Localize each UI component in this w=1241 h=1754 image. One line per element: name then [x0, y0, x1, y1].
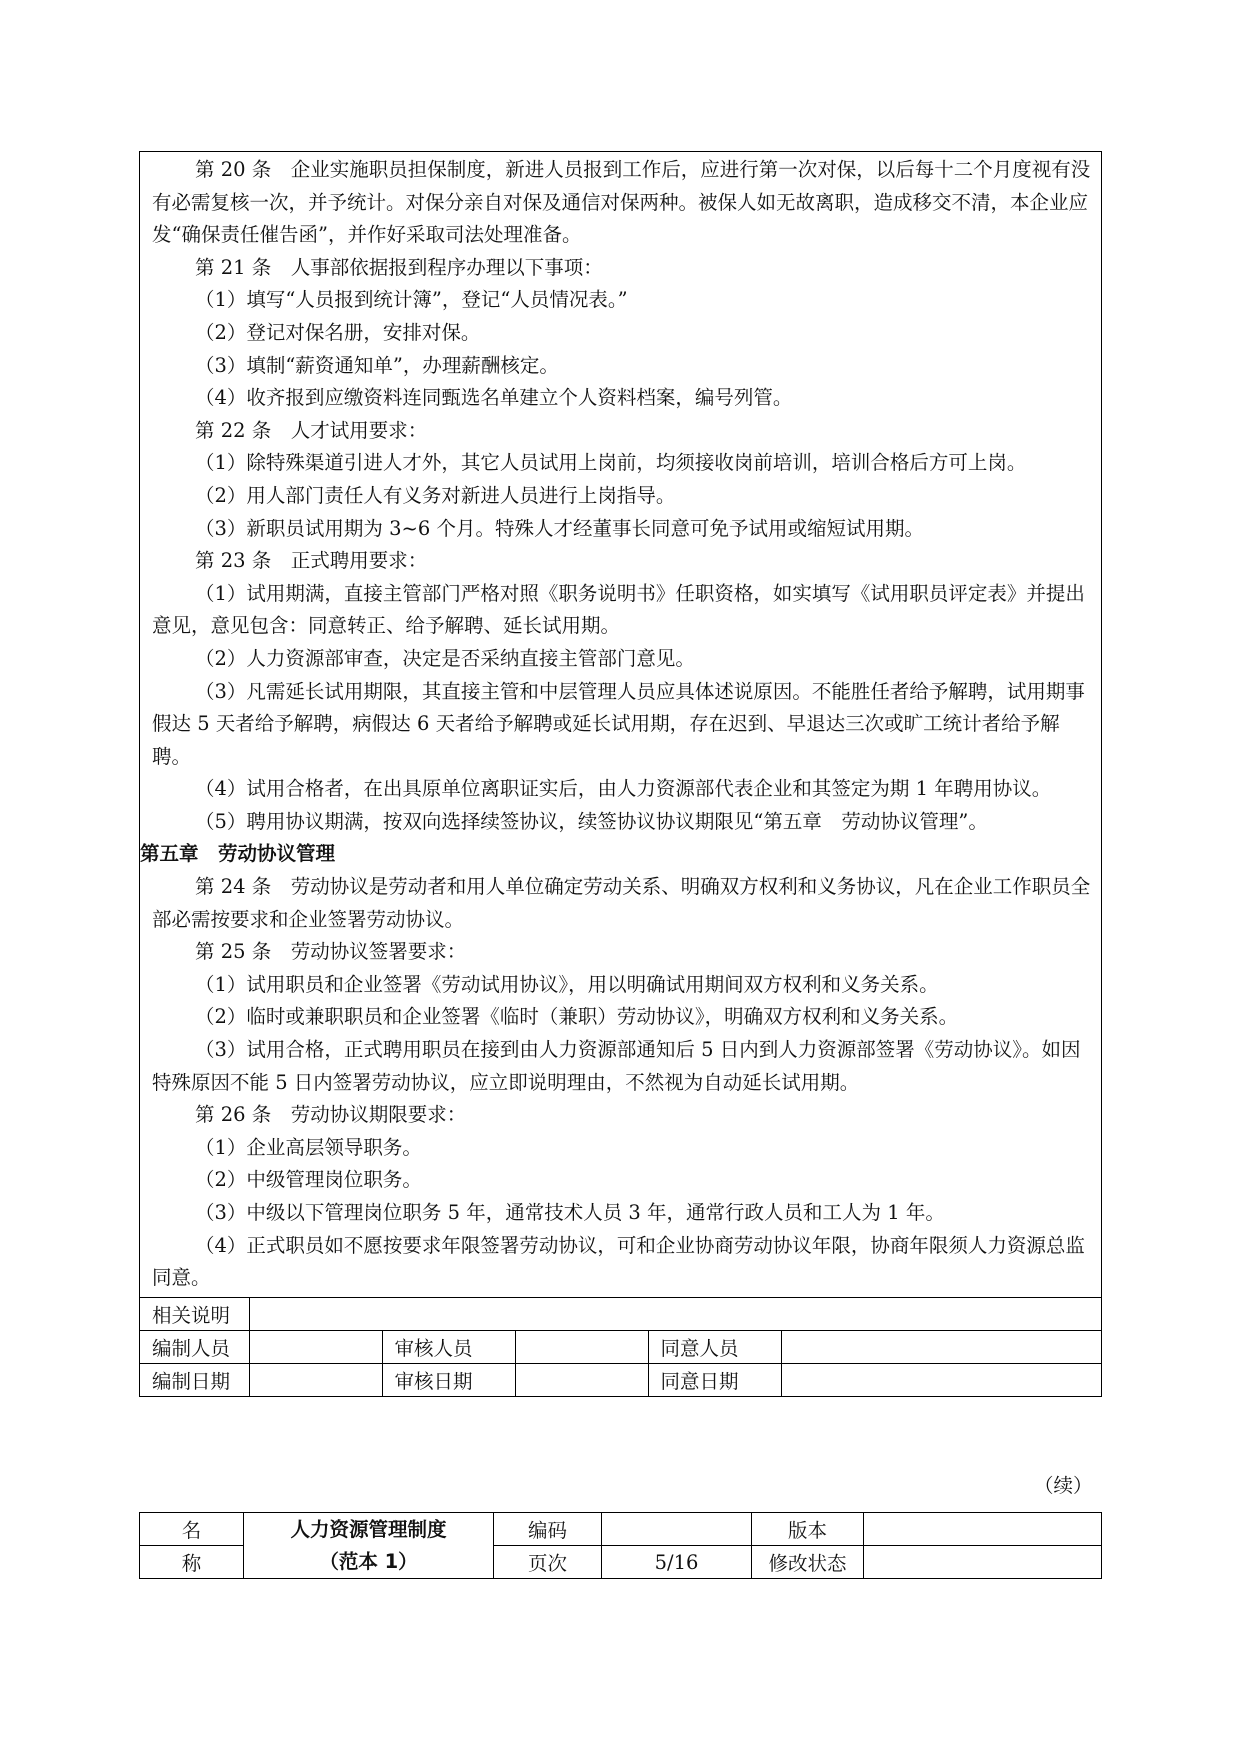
body-paragraph: （2）用人部门责任人有义务对新进人员进行上岗指导。	[195, 483, 676, 507]
body-paragraph: （5）聘用协议期满，按双向选择续签协议，续签协议协议期限见“第五章 劳动协议管理”。	[195, 809, 988, 833]
name-label-bottom: 称	[140, 1546, 244, 1579]
version-value	[864, 1513, 1102, 1546]
revision-value	[864, 1546, 1102, 1579]
body-paragraph: 第 20 条 企业实施职员担保制度，新进人员报到工作后，应进行第一次对保，以后每十二个月度视有没有必需复核一次，并予统计。对保分亲自对保及通信对保两种。被保人如无故离职，造成移交不清，本企业应发“确保责任催告函”，并作好采取司法处理准备。	[152, 158, 1091, 247]
document-title	[244, 1513, 494, 1579]
body-paragraph: （1）企业高层领导职务。	[195, 1135, 422, 1159]
body-paragraph: （3）试用合格，正式聘用职员在接到由人力资源部通知后 5 日内到人力资源部签署《劳动协议》。如因特殊原因不能 5 日内签署劳动协议，应立即说明理由，不然视为自动延长试用期。	[152, 1038, 1081, 1094]
version-label: 版本	[752, 1513, 864, 1546]
document-body	[140, 152, 1101, 1297]
approve-date-value	[781, 1363, 1101, 1396]
body-paragraph: （1）填写“人员报到统计簿”，登记“人员情况表。”	[195, 288, 628, 312]
editor-label: 编制人员	[140, 1330, 249, 1363]
document-header-table	[139, 1512, 1102, 1579]
body-paragraph: （3）新职员试用期为 3~6 个月。特殊人才经董事长同意可免予试用或缩短试用期。	[195, 516, 924, 540]
body-paragraph: （2）登记对保名册，安排对保。	[195, 320, 481, 344]
document-title-line-2: （范本 1）	[319, 1549, 418, 1573]
edit-date-value	[249, 1363, 382, 1396]
header-row-1	[140, 1513, 1102, 1546]
body-paragraph: 第 25 条 劳动协议签署要求：	[195, 940, 467, 964]
body-paragraph: 第 24 条 劳动协议是劳动者和用人单位确定劳动关系、明确双方权利和义务协议，凡在企业工作职员全部必需按要求和企业签署劳动协议。	[152, 875, 1091, 931]
revision-label: 修改状态	[752, 1546, 864, 1579]
document-content-frame	[139, 151, 1102, 1397]
related-notes-label: 相关说明	[140, 1297, 249, 1330]
name-label-top: 名	[140, 1513, 244, 1546]
document-title-line-1: 人力资源管理制度	[290, 1517, 447, 1541]
body-paragraph: （3）填制“薪资通知单”，办理薪酬核定。	[195, 353, 559, 377]
body-paragraph: （3）中级以下管理岗位职务 5 年，通常技术人员 3 年，通常行政人员和工人为 1 年。	[195, 1201, 945, 1224]
approver-label: 同意人员	[648, 1330, 781, 1363]
body-paragraph: （2）人力资源部审查，决定是否采纳直接主管部门意见。	[195, 646, 695, 670]
review-date-value	[515, 1363, 648, 1396]
code-label: 编码	[494, 1513, 602, 1546]
page-value: 5/16	[602, 1546, 752, 1579]
body-paragraph: （4）正式职员如不愿按要求年限签署劳动协议，可和企业协商劳动协议年限，协商年限须人力资源总监同意。	[152, 1233, 1085, 1290]
approve-date-label: 同意日期	[648, 1363, 781, 1396]
personnel-row	[140, 1330, 1101, 1363]
body-paragraph: 第 23 条 正式聘用要求：	[195, 549, 428, 573]
body-paragraph: （1）除特殊渠道引进人才外，其它人员试用上岗前，均须接收岗前培训，培训合格后方可上岗。	[195, 451, 1027, 475]
body-paragraph: （3）凡需延长试用期限，其直接主管和中层管理人员应具体述说原因。不能胜任者给予解聘，试用期事假达 5 天者给予解聘，病假达 6 天者给予解聘或延长试用期，存在迟到、早退达三次或旷工统计者给予解聘。	[152, 679, 1085, 768]
body-paragraph: 第 22 条 人才试用要求：	[195, 418, 428, 442]
body-paragraph: （1）试用职员和企业签署《劳动试用协议》，用以明确试用期间双方权利和义务关系。	[195, 972, 939, 996]
body-paragraph: （2）中级管理岗位职务。	[195, 1168, 422, 1192]
continued-marker: （续）	[1034, 1474, 1093, 1497]
editor-value	[249, 1330, 382, 1363]
page-label: 页次	[494, 1546, 602, 1579]
body-paragraph: 第 26 条 劳动协议期限要求：	[195, 1103, 467, 1127]
related-notes-row	[140, 1297, 1101, 1330]
body-paragraph: 第 21 条 人事部依据报到程序办理以下事项：	[195, 255, 603, 279]
chapter-heading: 第五章 劳动协议管理	[140, 842, 336, 866]
reviewer-value	[515, 1330, 648, 1363]
date-row	[140, 1363, 1101, 1396]
body-paragraph: （4）试用合格者，在出具原单位离职证实后，由人力资源部代表企业和其签定为期 1 年聘用协议。	[195, 777, 1052, 801]
edit-date-label: 编制日期	[140, 1363, 249, 1396]
review-date-label: 审核日期	[382, 1363, 515, 1396]
body-paragraph: （4）收齐报到应缴资料连同甄选名单建立个人资料档案，编号列管。	[195, 386, 793, 410]
reviewer-label: 审核人员	[382, 1330, 515, 1363]
approval-table	[140, 1297, 1101, 1396]
code-value	[602, 1513, 752, 1546]
approver-value	[781, 1330, 1101, 1363]
body-paragraph: （2）临时或兼职职员和企业签署《临时（兼职）劳动协议》，明确双方权利和义务关系。	[195, 1005, 959, 1029]
body-paragraph: （1）试用期满，直接主管部门严格对照《职务说明书》任职资格，如实填写《试用职员评定表》并提出意见，意见包含：同意转正、给予解聘、延长试用期。	[152, 581, 1085, 638]
related-notes-value	[249, 1297, 1101, 1330]
